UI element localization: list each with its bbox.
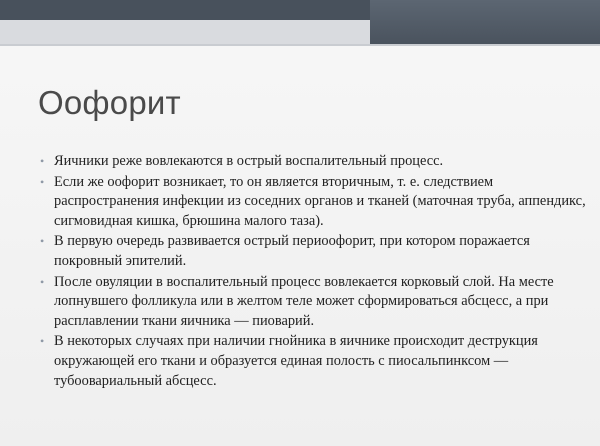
bullet-list: [40, 152, 595, 392]
bullet-item: [40, 232, 595, 271]
bullet-item: [40, 152, 595, 172]
header-right-band: [370, 0, 600, 44]
bullet-text: Яичники реже вовлекаются в острый воспалительный процесс.: [54, 153, 444, 169]
bullet-text: В некоторых случаях при наличии гнойника в яичнике происходит деструкция окружающей его ткани и образуется единая полость с пиосальпинксом — тубоовариальный абсцесс.: [54, 333, 538, 389]
bullet-dot-icon: •: [40, 234, 45, 249]
bullet-dot-icon: •: [40, 174, 45, 189]
bullet-item: [40, 173, 595, 232]
slide-title: Оофорит: [38, 84, 181, 121]
bullet-dot-icon: •: [40, 274, 45, 289]
bullet-item: [40, 273, 595, 332]
bullet-text: Если же оофорит возникает, то он является вторичным, т. е. следствием распространения инфекции из соседних органов и тканей (маточная труба, аппендикс, сигмовидная кишка, брюшина малого таза).: [54, 173, 586, 229]
header-light-band: [0, 20, 370, 44]
bullet-dot-icon: •: [40, 334, 45, 349]
bullet-text: После овуляции в воспалительный процесс вовлекается корковый слой. На месте лопнувшего фолликула или в желтом теле может сформироваться абсцесс, а при расплавлении ткани яичника — пиоварий.: [54, 273, 554, 329]
bullet-text: В первую очередь развивается острый периоофорит, при котором поражается покровный эпителий.: [54, 233, 530, 269]
bullet-dot-icon: •: [40, 154, 45, 168]
header-divider: [0, 44, 600, 46]
bullet-item: [40, 332, 595, 391]
